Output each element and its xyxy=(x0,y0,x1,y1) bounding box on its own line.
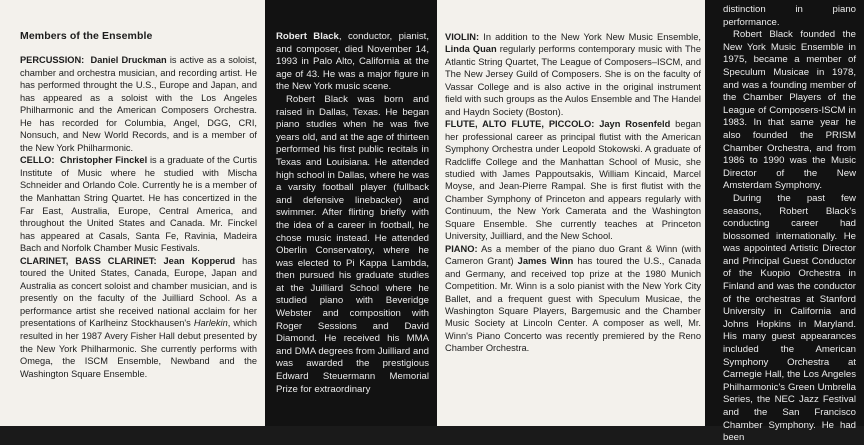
work-title: Harlekin xyxy=(193,318,228,329)
conductor-name: Robert Black xyxy=(276,31,339,42)
bio-clarinet xyxy=(20,255,257,380)
obituary-intro xyxy=(276,31,429,94)
bio-text: has toured the United States, Canada, Europe, Japan and Australia as concert soloist and chamber musician, and is presently on the faculty of the Juilliard School. As a performance artist she received national acclaim for her presentations of Karlheinz Stockhausen's xyxy=(20,255,257,329)
bio-percussion xyxy=(20,54,257,154)
role-label: FLUTE, ALTO FLUTE, PICCOLO: xyxy=(445,119,595,130)
biography-paragraph: Robert Black founded the New York Music Ensemble in 1975, became a member of Speculum Musicae in 1978, and was a founding member of the Chamber Players of the League of Composers-ISCM in 1983. In that same year he also founded the PRISM Chamber Orchestra, and from 1986 to 1990 was the Music Director of the New Amsterdam Symphony. xyxy=(723,29,856,192)
bio-cello xyxy=(20,154,257,254)
musician-name: Linda Quan xyxy=(445,44,497,55)
biography-continuation: distinction in piano performance. xyxy=(723,4,856,28)
musician-name: Jayn Rosenfeld xyxy=(599,119,671,130)
role-label: CELLO: xyxy=(20,155,55,166)
musician-name: Jean Kopperud xyxy=(163,255,236,266)
panel-members-1 xyxy=(0,0,265,426)
musician-name: Daniel Druckman xyxy=(90,55,167,65)
role-label: PERCUSSION: xyxy=(20,55,85,65)
bio-text: is a graduate of the Curtis Institute of Music where he studied with Mischa Schneider and Orlando Cole. Currently he is a member of the Manhattan String Quartet. He has concertized in the Far East, Australia, Europe, Central America, and throughout the United States and Canada. Mr. Finckel has appeared at Casals, Santa Fe, Ravinia, Madeira Bach and Norfolk Chamber Music Festivals. xyxy=(20,155,257,254)
panel-robert-black-1 xyxy=(265,0,437,426)
bio-violin xyxy=(445,31,701,118)
biography-paragraph: During the past few seasons, Robert Black's conducting career had blossomed internationally. He was appointed Artistic Director and Principal Guest Conductor of the Kuopio Orchestra in Finland and was the conductor of the orchestras at Stanford University in California and Johns Hopkins in Maryland. His many guest appearances included the American Symphony Orchestra at Carnegie Hall, the Los Angeles Philharmonic's Green Umbrella Series, the NEC Jazz Festival and the San Francisco Chamber Symphony. He had been xyxy=(723,192,856,444)
biography-paragraph: Robert Black was born and raised in Dallas, Texas. He began piano studies when he was five years old, and at the age of thirteen performed his first public recitals in Texas and Louisiana. He attended high school in Dallas, where he was a varsity football player (fullback and defensive linebacker) and swimmer. After flirting briefly with the idea of a career in football, he chose music instead. He attended Oberlin Conservatory, where he was elected to Pi Kappa Lambda, then pursued his graduate studies at the Juilliard School where he studied piano with Beveridge Webster and composition with Roger Sessions and David Diamond. He received his MMA and DMA degrees from Juilliard and was awarded the prestigious Edward Steuermann Memorial Prize for extraordinary xyxy=(276,93,429,395)
bio-text: regularly performs contemporary music with The Atlantic String Quartet, The League of Composers–ISCM, and The New Jersey Guild of Composers. She is on the faculty of Vassar College and is also active in the original instrument field with such groups as the Aulos Ensemble and The Handel and Haydn Society (Boston). xyxy=(445,44,701,117)
section-heading: Members of the Ensemble xyxy=(20,30,153,42)
bio-text: is active as a soloist, chamber and orchestra musician, and recording artist. He has performed throught the U.S., Europe and Japan, and has appeared as a soloist with the Los Angeles Philharmonic and the American Composers Orchestra. He has recorded for Columbia, Angel, DGG, CRI, Nonsuch, and New World Records, and is a member of the New York Philharmonic. xyxy=(20,55,257,153)
role-label: PIANO: xyxy=(445,243,478,254)
bio-text: began her professional career as principal flutist with the American Symphony Orchestra under Leopold Stokowski. A graduate of Radcliffe College and the Manhattan School of Music, she studied with James Pappoutsakis, William Kincaid, Marcel Moyse, and Jean-Pierre Rampal. She is first flutist with the Chamber Symphony of Princeton and appears regularly with Continuum, the New York Camerata and the Washington Square Ensemble. She currently teaches at Princeton University, Juilliard, and the New School. xyxy=(445,119,701,242)
role-label: VIOLIN: xyxy=(445,32,480,42)
bio-text: As a member of the piano duo Grant & Winn (with Cameron Grant) xyxy=(445,243,701,267)
bio-text: has toured the U.S., Canada and Germany, and received top prize at the 1980 Munich Competition. Mr. Winn is a solo pianist with the New York City Ballet, and a frequent guest with Speculum Musicae, the Washington Square Players, Bargemusic and the Chamber Music Society at Lincoln Center. A composer as well, Mr. Winn's Piano Concerto was recently premiered by the Reno Chamber Orchestra. xyxy=(445,256,702,354)
panel-members-2 xyxy=(437,0,705,426)
bio-text: , which resulted in her 1987 Avery Fisher Hall debut presented by the New York Philharmonic. She currently performs with Omega, the ISCM Ensemble, Newband and the Washington Square Ensemble. xyxy=(20,318,257,379)
musician-name: Christopher Finckel xyxy=(60,155,148,166)
bio-text: , conductor, pianist, and composer, died November 14, 1993 in Palo Alto, California at the age of 43. He was a major figure in the New York music scene. xyxy=(276,31,429,93)
bio-piano xyxy=(445,243,701,355)
bio-flute xyxy=(445,118,701,243)
panel-robert-black-2 xyxy=(705,0,864,444)
musician-name: James Winn xyxy=(517,256,574,267)
bio-text: In addition to the New York New Music Ensemble, xyxy=(479,32,701,42)
role-label: CLARINET, BASS CLARINET: xyxy=(20,255,157,266)
